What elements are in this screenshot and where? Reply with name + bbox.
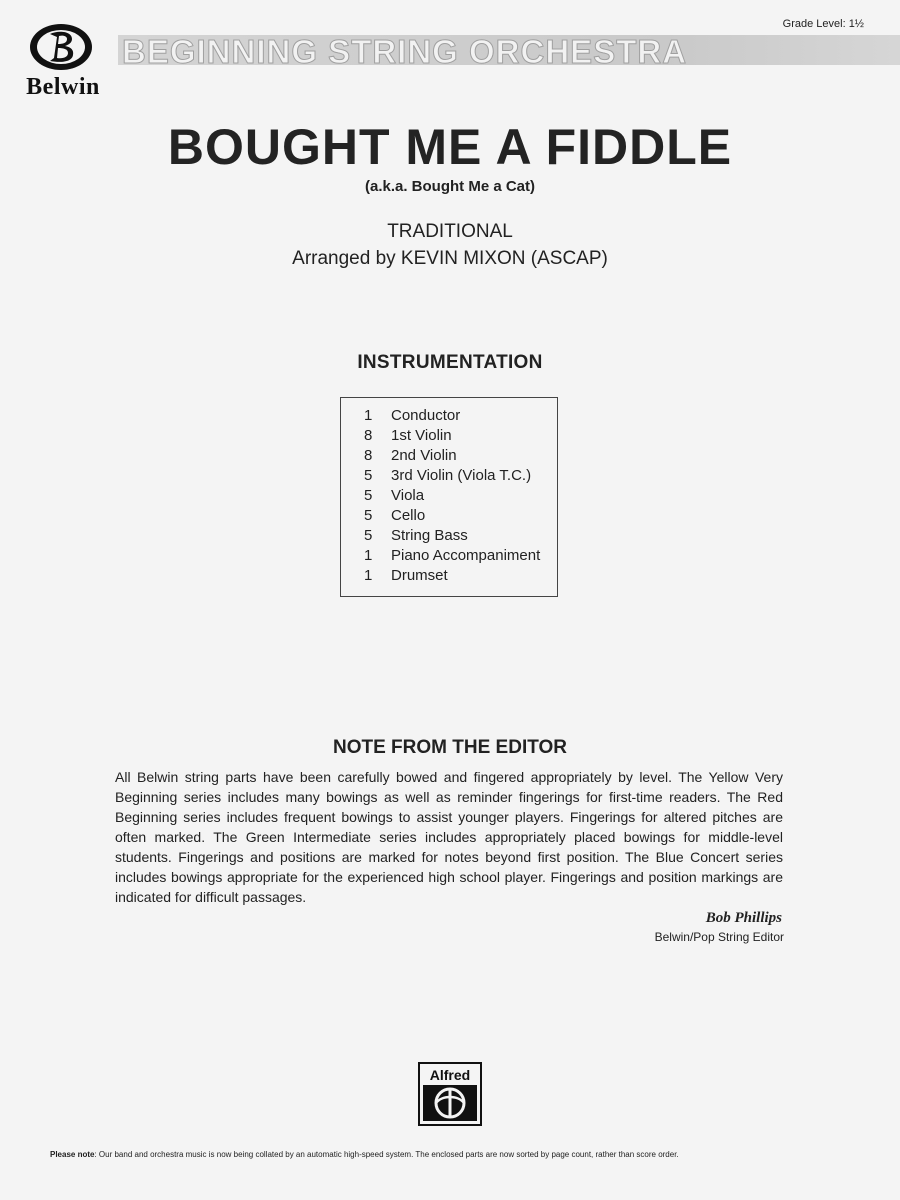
list-item (341, 547, 557, 567)
composer: TRADITIONAL (387, 221, 513, 242)
list-item (341, 527, 557, 547)
editor-signature: Bob Phillips (705, 910, 782, 926)
series-banner (118, 33, 900, 70)
part-name: Drumset (391, 567, 448, 584)
instrumentation-list (340, 397, 558, 597)
list-item (341, 487, 557, 507)
list-item (341, 407, 557, 427)
footer-note (50, 1150, 870, 1159)
publisher-name: Belwin (26, 74, 100, 100)
part-name: String Bass (391, 527, 468, 544)
part-quantity: 8 (364, 447, 373, 464)
footer-label: Please note (50, 1150, 95, 1159)
instrumentation-heading: INSTRUMENTATION (357, 352, 543, 373)
list-item (341, 467, 557, 487)
belwin-b-icon (28, 22, 94, 72)
alfred-logo-text: Alfred (429, 1067, 471, 1083)
part-quantity: 5 (364, 467, 373, 484)
editor-note-heading: NOTE FROM THE EDITOR (333, 737, 567, 758)
editor-title: Belwin/Pop String Editor (654, 930, 784, 944)
alternate-title: (a.k.a. Bought Me a Cat) (364, 178, 536, 195)
footer-text: : Our band and orchestra music is now being collated by an automatic high-speed system. The enclosed parts are now sorted by page count, rather than score order. (94, 1150, 679, 1159)
part-quantity: 1 (364, 407, 373, 424)
list-item (341, 507, 557, 527)
part-quantity: 5 (364, 507, 373, 524)
part-name: Viola (391, 487, 425, 504)
alfred-logo (418, 1062, 482, 1126)
series-title: BEGINNING STRING ORCHESTRA (122, 33, 688, 70)
list-item (341, 567, 557, 587)
list-item (341, 447, 557, 467)
part-quantity: 5 (364, 487, 373, 504)
editor-note-body: All Belwin string parts have been carefully bowed and fingered appropriately by level. The Yellow Very Beginning series includes many bowings as well as reminder fingerings for first-time readers. The Red Beginning series includes frequent bowings to assist younger players. Fingerings for altered pitches are often marked. The Green Intermediate series includes appropriately placed bowings for middle-level students. Fingerings and positions are marked for notes beyond first position. The Blue Concert series includes bowings appropriate for the experienced high school player. Fingerings and position markings are indicated for difficult passages. (115, 769, 783, 905)
part-name: 2nd Violin (391, 447, 457, 464)
part-name: Cello (391, 507, 426, 524)
part-quantity: 1 (364, 547, 373, 564)
part-name: Piano Accompaniment (391, 547, 541, 564)
piece-title: BOUGHT ME A FIDDLE (167, 119, 733, 175)
part-name: 3rd Violin (Viola T.C.) (391, 467, 532, 484)
part-quantity: 5 (364, 527, 373, 544)
part-name: 1st Violin (391, 427, 452, 444)
arranger: Arranged by KEVIN MIXON (ASCAP) (292, 248, 608, 269)
part-quantity: 1 (364, 567, 373, 584)
grade-level: Grade Level: 1½ (782, 18, 864, 30)
belwin-logo (8, 22, 118, 102)
part-quantity: 8 (364, 427, 373, 444)
part-name: Conductor (391, 407, 461, 424)
list-item (341, 427, 557, 447)
